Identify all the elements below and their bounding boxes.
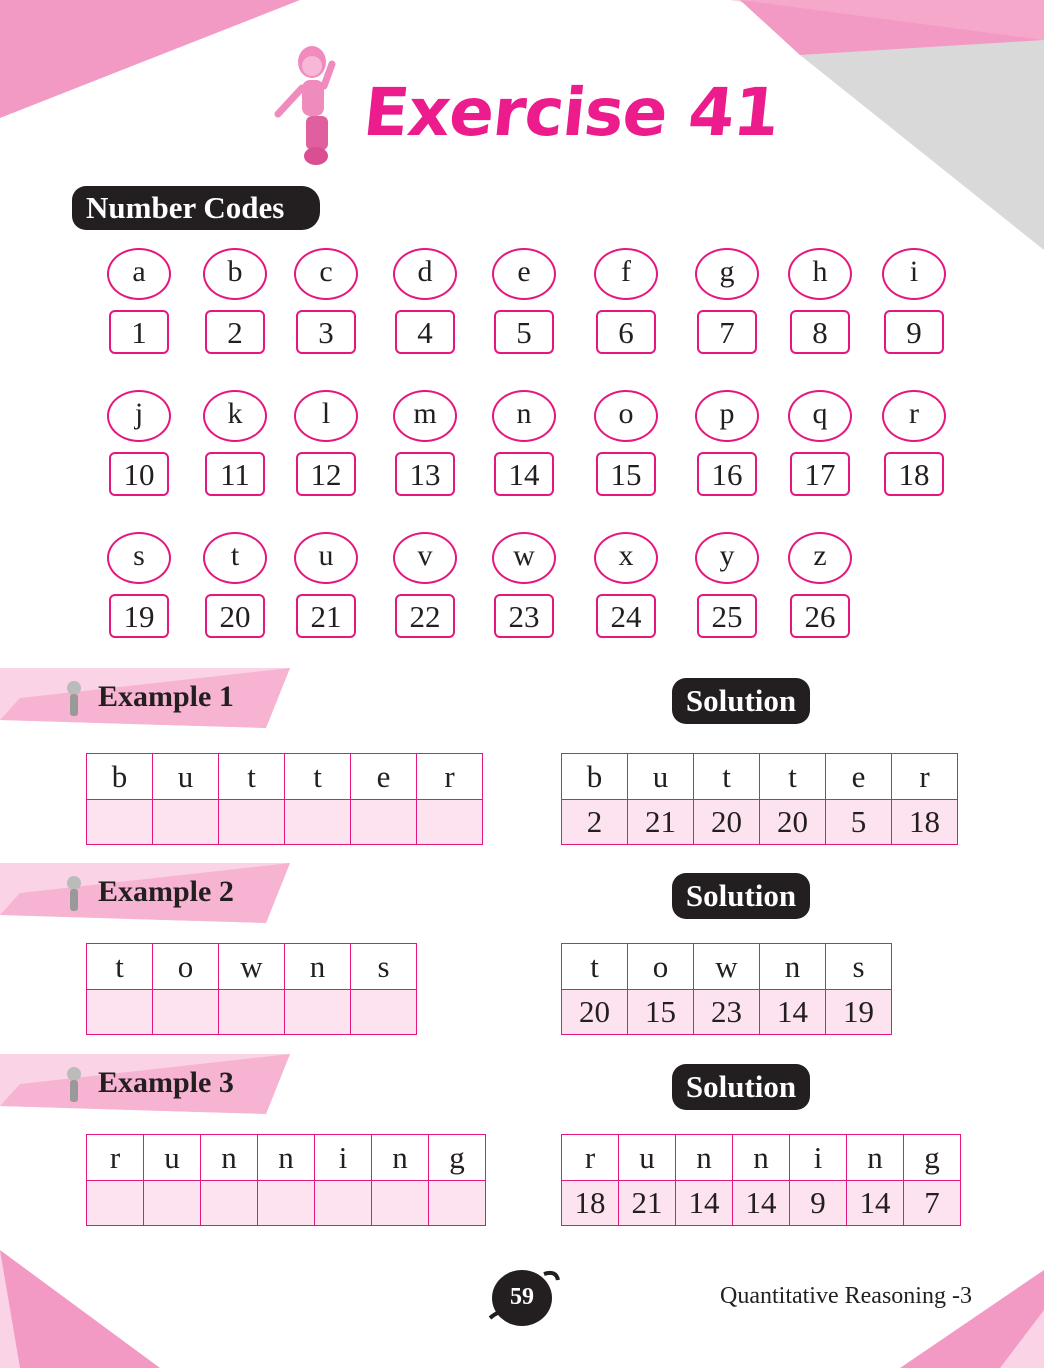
code-number: 23: [494, 594, 554, 638]
answer-input-cell[interactable]: [258, 1181, 315, 1226]
answer-input-cell[interactable]: [219, 800, 285, 845]
answer-input-cell[interactable]: [315, 1181, 372, 1226]
code-number: 21: [296, 594, 356, 638]
answer-cell: 21: [628, 800, 694, 845]
code-number: 1: [109, 310, 169, 354]
answer-input-cell[interactable]: [219, 990, 285, 1035]
code-letter: t: [203, 532, 267, 584]
letter-cell: r: [892, 754, 958, 800]
answer-cell: 19: [826, 990, 892, 1035]
letter-cell: b: [87, 754, 153, 800]
answer-cell: 2: [562, 800, 628, 845]
code-number: 18: [884, 452, 944, 496]
code-letter: r: [882, 390, 946, 442]
code-number: 7: [697, 310, 757, 354]
code-number: 8: [790, 310, 850, 354]
example-solution-table: [561, 943, 892, 1035]
letter-cell: n: [372, 1135, 429, 1181]
girl-mascot-illustration: [272, 44, 352, 168]
answer-cell: 14: [760, 990, 826, 1035]
code-number: 9: [884, 310, 944, 354]
answer-cell: 15: [628, 990, 694, 1035]
code-letter: f: [594, 248, 658, 300]
code-letter: w: [492, 532, 556, 584]
code-number: 10: [109, 452, 169, 496]
code-number: 13: [395, 452, 455, 496]
answer-cell: 23: [694, 990, 760, 1035]
letter-cell: u: [153, 754, 219, 800]
code-number: 14: [494, 452, 554, 496]
answer-input-cell[interactable]: [87, 800, 153, 845]
code-letter: y: [695, 532, 759, 584]
section-heading-number-codes: Number Codes: [72, 186, 320, 230]
code-letter: i: [882, 248, 946, 300]
letter-cell: b: [562, 754, 628, 800]
code-letter: j: [107, 390, 171, 442]
answer-input-cell[interactable]: [417, 800, 483, 845]
letter-cell: t: [219, 754, 285, 800]
letter-cell: t: [694, 754, 760, 800]
code-letter: e: [492, 248, 556, 300]
answer-input-cell[interactable]: [144, 1181, 201, 1226]
letter-cell: u: [619, 1135, 676, 1181]
example-label: Example 2: [98, 875, 234, 908]
letter-cell: s: [826, 944, 892, 990]
page-number: 59: [510, 1284, 534, 1310]
code-number: 16: [697, 452, 757, 496]
answer-input-cell[interactable]: [153, 990, 219, 1035]
code-letter: c: [294, 248, 358, 300]
code-letter: k: [203, 390, 267, 442]
example-question-table: [86, 1134, 486, 1226]
code-letter: o: [594, 390, 658, 442]
code-number: 2: [205, 310, 265, 354]
page-title: Exercise 41: [359, 74, 783, 151]
answer-cell: 7: [904, 1181, 961, 1226]
code-number: 24: [596, 594, 656, 638]
code-letter: n: [492, 390, 556, 442]
example-question-table: [86, 943, 417, 1035]
answer-cell: 20: [562, 990, 628, 1035]
code-letter: h: [788, 248, 852, 300]
code-letter: u: [294, 532, 358, 584]
letter-cell: i: [790, 1135, 847, 1181]
book-title: Quantitative Reasoning -3: [720, 1283, 972, 1309]
answer-cell: 9: [790, 1181, 847, 1226]
answer-input-cell[interactable]: [429, 1181, 486, 1226]
letter-cell: g: [429, 1135, 486, 1181]
answer-cell: 14: [847, 1181, 904, 1226]
code-number: 11: [205, 452, 265, 496]
answer-input-cell[interactable]: [351, 990, 417, 1035]
code-number: 22: [395, 594, 455, 638]
letter-cell: w: [219, 944, 285, 990]
answer-cell: 20: [760, 800, 826, 845]
answer-cell: 14: [676, 1181, 733, 1226]
example-solution-table: [561, 753, 958, 845]
code-letter: z: [788, 532, 852, 584]
letter-cell: r: [562, 1135, 619, 1181]
code-letter: v: [393, 532, 457, 584]
answer-cell: 18: [562, 1181, 619, 1226]
letter-cell: o: [628, 944, 694, 990]
letter-cell: n: [285, 944, 351, 990]
answer-input-cell[interactable]: [153, 800, 219, 845]
example-label: Example 3: [98, 1066, 234, 1099]
example-solution-table: [561, 1134, 961, 1226]
answer-input-cell[interactable]: [372, 1181, 429, 1226]
example-label: Example 1: [98, 680, 234, 713]
code-letter: d: [393, 248, 457, 300]
code-letter: g: [695, 248, 759, 300]
answer-input-cell[interactable]: [87, 1181, 144, 1226]
answer-cell: 14: [733, 1181, 790, 1226]
letter-cell: e: [826, 754, 892, 800]
code-number: 17: [790, 452, 850, 496]
letter-cell: s: [351, 944, 417, 990]
answer-input-cell[interactable]: [285, 990, 351, 1035]
answer-input-cell[interactable]: [351, 800, 417, 845]
letter-cell: t: [562, 944, 628, 990]
code-number: 5: [494, 310, 554, 354]
letter-cell: n: [847, 1135, 904, 1181]
letter-cell: i: [315, 1135, 372, 1181]
code-letter: q: [788, 390, 852, 442]
code-letter: l: [294, 390, 358, 442]
code-letter: b: [203, 248, 267, 300]
letter-cell: n: [760, 944, 826, 990]
example-question-table: [86, 753, 483, 845]
code-letter: s: [107, 532, 171, 584]
letter-cell: e: [351, 754, 417, 800]
code-number: 3: [296, 310, 356, 354]
solution-heading: Solution: [672, 873, 810, 919]
letter-cell: w: [694, 944, 760, 990]
letter-cell: t: [87, 944, 153, 990]
solution-heading: Solution: [672, 1064, 810, 1110]
answer-input-cell[interactable]: [87, 990, 153, 1035]
code-letter: p: [695, 390, 759, 442]
answer-input-cell[interactable]: [201, 1181, 258, 1226]
letter-cell: o: [153, 944, 219, 990]
code-number: 4: [395, 310, 455, 354]
answer-cell: 18: [892, 800, 958, 845]
answer-cell: 21: [619, 1181, 676, 1226]
letter-cell: n: [201, 1135, 258, 1181]
code-number: 15: [596, 452, 656, 496]
letter-cell: r: [417, 754, 483, 800]
answer-cell: 20: [694, 800, 760, 845]
letter-cell: n: [258, 1135, 315, 1181]
code-number: 25: [697, 594, 757, 638]
letter-cell: n: [733, 1135, 790, 1181]
letter-cell: t: [285, 754, 351, 800]
letter-cell: r: [87, 1135, 144, 1181]
letter-cell: u: [144, 1135, 201, 1181]
code-letter: m: [393, 390, 457, 442]
code-number: 12: [296, 452, 356, 496]
code-letter: a: [107, 248, 171, 300]
answer-cell: 5: [826, 800, 892, 845]
letter-cell: n: [676, 1135, 733, 1181]
answer-input-cell[interactable]: [285, 800, 351, 845]
code-number: 19: [109, 594, 169, 638]
letter-cell: u: [628, 754, 694, 800]
letter-cell: g: [904, 1135, 961, 1181]
letter-cell: t: [760, 754, 826, 800]
code-number: 20: [205, 594, 265, 638]
solution-heading: Solution: [672, 678, 810, 724]
code-number: 26: [790, 594, 850, 638]
code-number: 6: [596, 310, 656, 354]
code-letter: x: [594, 532, 658, 584]
